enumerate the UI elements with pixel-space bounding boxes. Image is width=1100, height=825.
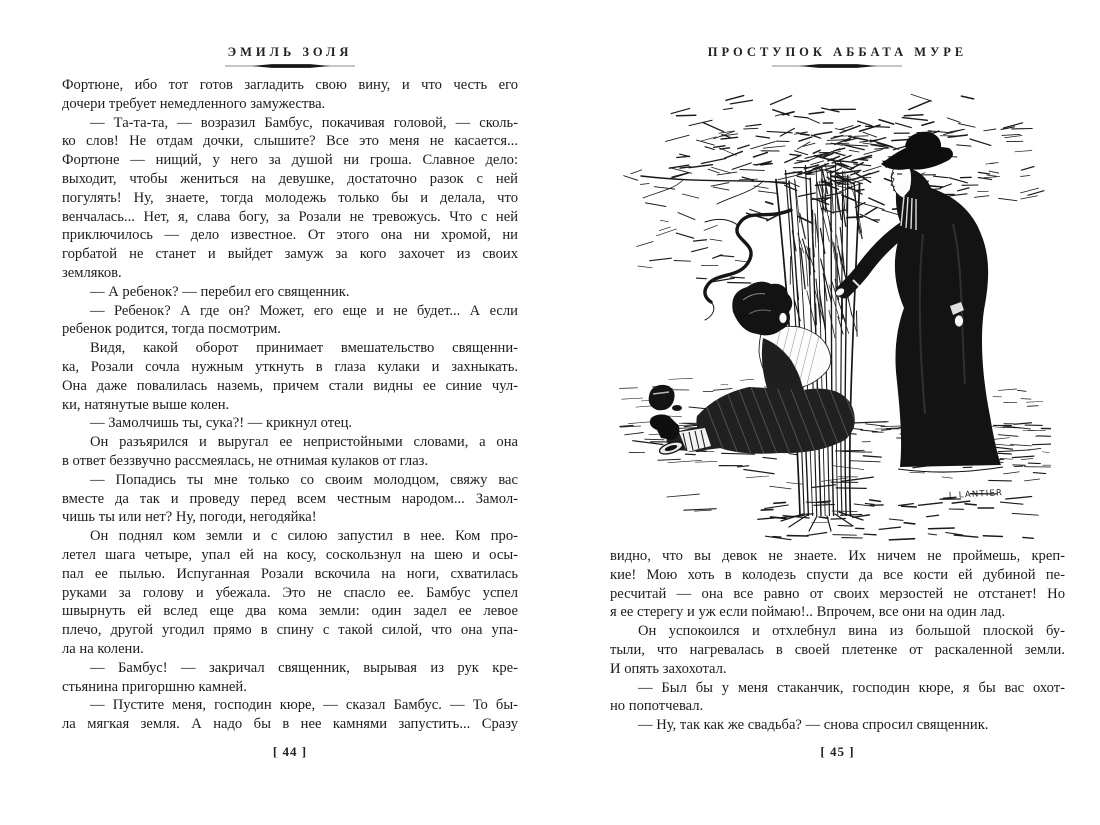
etch-stroke <box>657 229 677 236</box>
etch-stroke <box>704 225 717 230</box>
etch-stroke <box>667 494 700 497</box>
etch-stroke <box>754 153 768 158</box>
etch-stroke <box>638 266 652 268</box>
etch-stroke <box>860 214 878 222</box>
text-line: ребенок родится, тогда посмотрим. <box>62 321 281 338</box>
text-column-right <box>610 547 1065 735</box>
branch-stroke <box>705 302 714 320</box>
etch-stroke <box>717 172 737 175</box>
page-number-left: [ 44 ] <box>272 744 308 759</box>
text-line: чишь ты или нет? Ну, погоди, негодяйка! <box>62 509 317 526</box>
text-line: Он поднял ком земли и с силою запустил в нее. Ком про- <box>90 528 518 545</box>
etch-stroke <box>984 129 996 131</box>
etch-stroke <box>999 198 1017 200</box>
text-line: Он успокоился и отхлебнул вина из большой плоской бу- <box>638 623 1065 640</box>
etch-stroke <box>678 213 695 220</box>
etch-stroke <box>811 161 824 165</box>
etch-stroke <box>744 128 758 129</box>
text-line: земляков. <box>62 264 122 281</box>
etch-stroke <box>863 456 881 457</box>
etch-stroke <box>740 379 754 380</box>
text-line: выходит, чтобы жениться на девушке, достаточно разок с ней <box>62 170 518 187</box>
text-line: ко слов! Не отдам дочки, слышите? Все это меня не касается... <box>62 133 518 150</box>
etch-stroke <box>795 151 808 155</box>
etch-stroke <box>1028 463 1040 464</box>
etch-stroke <box>713 389 732 391</box>
etch-stroke <box>771 96 792 105</box>
etch-stroke <box>984 177 999 178</box>
etch-stroke <box>712 167 731 173</box>
etch-stroke <box>677 115 696 116</box>
etch-stroke <box>697 140 715 145</box>
priest-hat-crown <box>905 132 941 150</box>
etch-stroke <box>719 148 736 155</box>
etch-stroke <box>692 248 708 252</box>
etch-stroke <box>701 159 725 164</box>
etch-stroke <box>998 450 1030 452</box>
text-line: тыли, что нагревалась в своей плетенке от раскаленной земли. <box>610 641 1065 658</box>
etch-stroke <box>954 535 978 537</box>
etch-stroke <box>1013 456 1034 458</box>
page-right <box>550 0 1100 825</box>
text-line: — Пустите меня, господин кюре, — сказал Бамбус. — То бы- <box>90 697 518 714</box>
trunk-strand <box>831 170 834 516</box>
etch-stroke <box>832 511 857 512</box>
etch-stroke <box>865 207 877 214</box>
text-line: — Ну, так как же свадьба? — снова спросил священник. <box>638 717 989 734</box>
etch-stroke <box>929 528 955 529</box>
text-line: горбатой не станет и выйдет замуж за кого захочет из своих <box>62 246 518 263</box>
etch-stroke <box>689 165 712 168</box>
etch-stroke <box>850 461 880 462</box>
etch-stroke <box>1015 151 1032 152</box>
root-stroke <box>827 516 831 531</box>
etch-stroke <box>809 112 824 114</box>
etch-stroke <box>714 146 725 148</box>
etch-stroke <box>1028 448 1041 450</box>
branch-stroke <box>643 180 683 198</box>
etch-stroke <box>812 485 836 488</box>
text-line: ки, натянутые выше колен. <box>62 396 230 413</box>
illustration-priest-and-girl <box>613 84 1051 544</box>
etch-stroke <box>807 533 827 536</box>
etch-stroke <box>1014 423 1031 425</box>
etch-stroke <box>703 123 724 132</box>
etch-stroke <box>987 175 996 176</box>
girl-skirt <box>696 387 854 454</box>
etch-stroke <box>658 459 680 460</box>
etch-stroke <box>826 193 843 196</box>
etch-stroke <box>660 220 668 222</box>
etch-stroke <box>622 398 643 399</box>
etch-stroke <box>989 171 999 173</box>
etch-stroke <box>934 176 948 178</box>
text-line: ла мягкая земля. А надо бы в нее камнями запустить... Сразу <box>62 716 518 733</box>
etch-stroke <box>697 278 707 279</box>
etch-stroke <box>961 96 973 99</box>
etch-stroke <box>794 116 808 118</box>
text-line: — Ребенок? А где он? Может, его еще и не будет... А если <box>90 302 518 319</box>
trunk-strand <box>835 162 837 516</box>
branch-stroke <box>717 181 763 204</box>
etch-stroke <box>695 461 717 462</box>
etch-stroke <box>708 169 719 173</box>
etch-stroke <box>1006 497 1032 500</box>
etch-stroke <box>686 454 696 455</box>
text-line: Он разъярился и выругал ее непристойными словами, а она <box>90 434 518 451</box>
etch-stroke <box>695 510 712 511</box>
etch-stroke <box>1032 444 1051 445</box>
etch-stroke <box>1021 196 1038 199</box>
etch-stroke <box>633 441 663 445</box>
text-column-left <box>62 76 518 734</box>
root-stroke <box>809 516 817 531</box>
etch-stroke <box>1033 473 1045 474</box>
etch-stroke <box>1018 390 1027 391</box>
rule-spindle <box>252 64 330 68</box>
text-line: Фортюне — нищий, у него за душой ни гроша. Славное дело: <box>62 152 518 169</box>
etch-stroke <box>624 176 638 181</box>
etch-stroke <box>740 170 764 171</box>
etch-stroke <box>746 476 769 478</box>
trunk-strand <box>841 171 843 516</box>
fallen-hat-piece <box>672 405 682 411</box>
etch-stroke <box>870 171 879 174</box>
text-line: пал ее пылью. Испуганная Розали вскочила на ноги, схватилась <box>62 565 518 582</box>
etch-stroke <box>659 227 670 231</box>
etch-stroke <box>726 96 744 101</box>
etch-stroke <box>674 261 690 262</box>
branch-stroke <box>641 176 789 184</box>
etch-stroke <box>820 228 825 253</box>
etch-stroke <box>899 504 914 506</box>
etch-stroke <box>721 384 728 385</box>
etch-stroke <box>1021 188 1039 193</box>
etch-stroke <box>645 439 664 440</box>
etch-stroke <box>789 182 800 187</box>
etch-stroke <box>763 146 785 148</box>
etch-stroke <box>904 115 923 116</box>
collar-stripe <box>911 198 912 229</box>
etch-stroke <box>816 185 830 186</box>
etch-stroke <box>889 519 903 520</box>
etch-stroke <box>863 132 877 137</box>
text-line: Она даже повалилась наземь, причем стали видны ее синие чул- <box>62 377 518 394</box>
etch-stroke <box>761 510 773 511</box>
etch-stroke <box>853 429 862 430</box>
etch-stroke <box>986 163 995 164</box>
text-line: но попотчевал. <box>610 698 704 715</box>
priest-right-hand <box>955 315 964 327</box>
etch-stroke <box>1035 436 1051 437</box>
etch-stroke <box>904 523 915 524</box>
etch-stroke <box>1023 537 1034 538</box>
etch-stroke <box>731 277 745 278</box>
fallen-hat-body <box>649 385 675 410</box>
etch-stroke <box>855 190 864 191</box>
etch-stroke <box>722 453 755 454</box>
etch-stroke <box>797 176 809 179</box>
etch-stroke <box>978 172 989 174</box>
text-line: руками за голову и убежала. Это не спасло ее. Бамбус успел <box>62 584 518 601</box>
etch-stroke <box>1043 452 1050 453</box>
etch-stroke <box>1021 167 1034 171</box>
etch-stroke <box>998 435 1018 437</box>
running-head-left: ЭМИЛЬ ЗОЛЯ <box>227 45 353 59</box>
etch-stroke <box>670 173 689 179</box>
etch-stroke <box>1002 134 1020 135</box>
text-line: — Та-та-та, — возразил Бамбус, покачивая головой, — сколь- <box>90 114 518 131</box>
text-line: летел шага четыре, упал ей на косу, соскользнул на шею и осы- <box>62 546 518 563</box>
etch-stroke <box>785 155 801 162</box>
rule-spindle <box>799 64 877 68</box>
text-line: — Попадись ты мне только со своим молодцом, свяжу вас <box>90 471 518 488</box>
text-line: ла на колени. <box>62 640 144 657</box>
text-line: Фортюне, ибо тот готов загладить свою вину, и что честь его <box>62 77 518 93</box>
etch-stroke <box>811 135 820 138</box>
etch-stroke <box>902 118 927 121</box>
branch-stroke <box>705 219 739 226</box>
etch-stroke <box>838 525 852 526</box>
etch-stroke <box>909 101 931 110</box>
etch-stroke <box>849 150 859 152</box>
text-line: — Бамбус! — закричал священник, вырывая из рук кре- <box>90 659 518 676</box>
etch-stroke <box>770 486 791 489</box>
etch-stroke <box>682 194 699 198</box>
etch-stroke <box>870 500 881 502</box>
etch-stroke <box>799 137 812 141</box>
text-line: я ее стерегу и уж если поймаю!.. Впрочем, все они на один лад. <box>610 604 1006 621</box>
etch-stroke <box>728 283 751 284</box>
text-line: Видя, какой оборот принимает вмешательство священни- <box>90 340 518 357</box>
etch-stroke <box>625 433 644 435</box>
illustrator-signature: L.LANTIER <box>948 488 1004 501</box>
etch-stroke <box>790 154 800 155</box>
etch-stroke <box>668 416 681 417</box>
etch-stroke <box>725 151 743 158</box>
etch-stroke <box>1041 429 1051 430</box>
priest-cassock <box>895 168 1001 467</box>
header-rule-right <box>771 63 903 69</box>
etch-stroke <box>797 142 810 149</box>
etch-stroke <box>970 139 991 145</box>
text-line: дочери требует немедленного замужества. <box>62 95 326 112</box>
etch-stroke <box>1027 406 1038 407</box>
etch-stroke <box>949 178 967 183</box>
etch-stroke <box>637 242 654 247</box>
etch-stroke <box>713 187 729 190</box>
text-line: приключилось — дело известное. От этого она ни хромой, ни <box>62 227 518 244</box>
page-number-right: [ 45 ] <box>820 744 855 759</box>
etch-stroke <box>861 430 878 432</box>
text-line: стьянина пригоршню камней. <box>62 678 247 695</box>
girl-boot <box>650 414 680 440</box>
text-line: погулять! Ну, знаете, тогда молодежь только бы и делала, что <box>62 189 518 206</box>
etch-stroke <box>879 120 894 125</box>
etch-stroke <box>928 534 936 535</box>
text-line: вместе да так и проведу перед всем честным народом... Замол- <box>62 490 518 507</box>
etch-stroke <box>989 480 1012 481</box>
etch-stroke <box>854 136 868 137</box>
text-line: — Был бы у меня стаканчик, господин кюре, я бы вас охот- <box>638 679 1065 696</box>
etch-stroke <box>974 196 989 198</box>
etch-stroke <box>1026 402 1043 403</box>
etch-stroke <box>851 163 863 169</box>
etch-stroke <box>1021 399 1031 400</box>
etch-stroke <box>809 118 820 123</box>
text-line: видно, что вы девок не знаете. Их ничем не проймешь, креп- <box>610 548 1065 564</box>
text-line: венчалась... Нет, я, слава богу, за Розали не тревожусь. Что с ней <box>62 208 518 225</box>
etch-stroke <box>1004 472 1020 474</box>
etch-stroke <box>922 122 934 126</box>
text-line: ресчитай — она все равно от своих мерзостей не отстанет! Но <box>610 585 1065 602</box>
etch-stroke <box>879 527 900 529</box>
etch-stroke <box>902 506 917 507</box>
etch-stroke <box>896 123 912 128</box>
etch-stroke <box>731 100 753 104</box>
etch-stroke <box>650 258 672 261</box>
etch-stroke <box>756 136 769 138</box>
header-rule-left <box>224 63 356 69</box>
etch-stroke <box>765 505 789 508</box>
etch-stroke <box>666 135 690 141</box>
etch-stroke <box>817 501 830 502</box>
etch-stroke <box>998 389 1016 390</box>
text-line: плечо, другой угодил прямо в спину с такой силой, что она упа- <box>62 622 518 639</box>
etch-stroke <box>710 239 722 241</box>
etch-stroke <box>889 539 914 540</box>
text-line: швырнуть ей вслед еще два кома земли: один задел ее левое <box>62 603 518 620</box>
etch-stroke <box>713 255 722 258</box>
etch-stroke <box>646 203 666 207</box>
etch-stroke <box>759 191 777 193</box>
etch-stroke <box>738 145 749 149</box>
etch-stroke <box>1021 176 1030 177</box>
etch-stroke <box>774 502 786 503</box>
etch-stroke <box>858 159 867 160</box>
etch-stroke <box>866 424 886 426</box>
text-line: — Замолчишь ты, сука?! — крикнул отец. <box>90 415 353 432</box>
etch-stroke <box>732 163 751 170</box>
etch-stroke <box>1028 191 1044 196</box>
girl-hair <box>732 282 792 336</box>
etch-stroke <box>620 388 638 389</box>
etch-stroke <box>865 503 874 504</box>
etch-stroke <box>919 503 943 506</box>
etch-stroke <box>847 217 863 218</box>
etch-stroke <box>631 170 642 174</box>
etch-stroke <box>641 184 650 185</box>
etch-stroke <box>836 488 866 489</box>
etch-stroke <box>927 515 939 517</box>
etch-stroke <box>1000 502 1023 504</box>
etch-stroke <box>864 149 883 154</box>
etch-stroke <box>744 470 774 474</box>
etch-stroke <box>1012 513 1038 515</box>
etch-stroke <box>958 124 975 128</box>
etch-stroke <box>787 483 802 485</box>
fallen-hat <box>649 385 682 411</box>
etch-stroke <box>1036 436 1051 437</box>
etch-stroke <box>864 534 876 535</box>
girl-hand-at-face <box>779 313 787 324</box>
etch-stroke <box>910 472 925 473</box>
etch-stroke <box>911 94 932 101</box>
etch-stroke <box>800 134 809 135</box>
etch-stroke <box>947 118 960 122</box>
text-line: — А ребенок? — перебил его священник. <box>90 283 350 300</box>
text-line: И опять захохотал. <box>610 660 727 677</box>
etch-stroke <box>875 148 889 149</box>
trunk-strand <box>850 183 860 516</box>
running-head-right: ПРОСТУПОК АББАТА МУРЕ <box>707 45 968 59</box>
etch-stroke <box>869 198 884 205</box>
etch-stroke <box>819 517 828 518</box>
etch-stroke <box>711 183 729 187</box>
etch-stroke <box>952 501 970 503</box>
etch-stroke <box>1021 459 1033 460</box>
etch-stroke <box>758 518 775 520</box>
etch-stroke <box>845 196 859 203</box>
etch-stroke <box>1005 136 1023 138</box>
etch-stroke <box>882 430 891 431</box>
etch-stroke <box>724 108 733 109</box>
text-line: кие! Мою хоть в колодезь спусти да все кости ей дубиной пе- <box>610 566 1065 583</box>
etch-stroke <box>763 457 777 459</box>
text-line: в ответ беззвучно рассмеялась, не отнимая кулаков от глаз. <box>62 452 429 469</box>
etch-stroke <box>983 536 1002 537</box>
etch-stroke <box>816 304 817 325</box>
etch-stroke <box>942 477 952 478</box>
etch-stroke <box>671 108 690 113</box>
etch-stroke <box>746 124 761 126</box>
etch-stroke <box>833 535 857 536</box>
etch-stroke <box>766 202 773 204</box>
etch-stroke <box>705 147 714 150</box>
etch-stroke <box>857 311 858 336</box>
etch-stroke <box>669 378 693 379</box>
etch-stroke <box>958 188 969 191</box>
etch-stroke <box>965 504 976 505</box>
etch-stroke <box>676 233 693 238</box>
etch-stroke <box>1025 479 1040 481</box>
etch-stroke <box>957 145 971 146</box>
etch-stroke <box>770 182 787 183</box>
text-line: ка, Розали сочла нужным уткнуть в глаза кулаки и захныкать. <box>62 358 518 375</box>
etch-stroke <box>814 132 831 135</box>
etch-stroke <box>694 240 707 241</box>
etch-stroke <box>798 217 812 224</box>
seated-girl-figure <box>650 282 868 457</box>
